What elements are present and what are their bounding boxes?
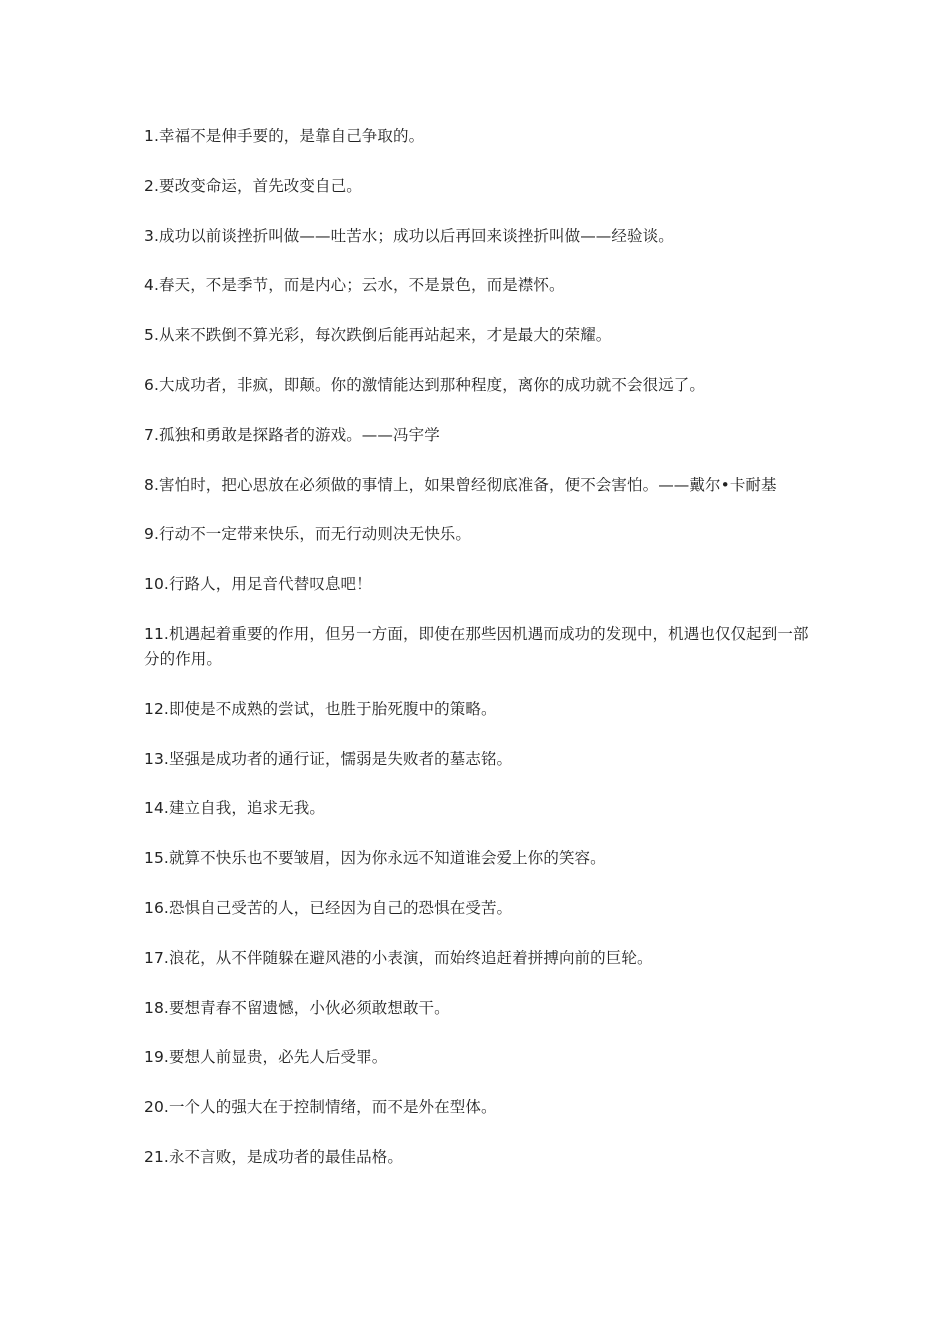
quote-item: 9.行动不一定带来快乐，而无行动则决无快乐。 (144, 525, 471, 544)
quote-item: 20.一个人的强大在于控制情绪，而不是外在型体。 (144, 1098, 497, 1117)
quote-item: 17.浪花，从不伴随躲在避风港的小表演，而始终追赶着拼搏向前的巨轮。 (144, 948, 653, 967)
quote-item: 21.永不言败，是成功者的最佳品格。 (144, 1147, 403, 1166)
quote-item: 11.机遇起着重要的作用，但另一方面，即使在那些因机遇而成功的发现中，机遇也仅仅起到一部分的作用。 (144, 624, 809, 668)
quote-item: 14.建立自我，追求无我。 (144, 799, 325, 818)
quote-item: 10.行路人，用足音代替叹息吧！ (144, 575, 372, 594)
quote-item: 8.害怕时，把心思放在必须做的事情上，如果曾经彻底准备，便不会害怕。——戴尔•卡耐基 (144, 475, 777, 494)
quote-item: 16.恐惧自己受苦的人，已经因为自己的恐惧在受苦。 (144, 898, 513, 917)
quote-list (144, 124, 812, 1195)
quote-item: 6.大成功者，非疯，即颠。你的激情能达到那种程度，离你的成功就不会很远了。 (144, 375, 705, 394)
quote-item: 5.从来不跌倒不算光彩，每次跌倒后能再站起来，才是最大的荣耀。 (144, 326, 612, 345)
quote-item: 3.成功以前谈挫折叫做——吐苦水；成功以后再回来谈挫折叫做——经验谈。 (144, 226, 674, 245)
quote-item: 19.要想人前显贵，必先人后受罪。 (144, 1048, 388, 1067)
quote-item: 1.幸福不是伸手要的，是靠自己争取的。 (144, 127, 425, 145)
quote-item: 18.要想青春不留遗憾，小伙必须敢想敢干。 (144, 998, 450, 1017)
quote-item: 4.春天，不是季节，而是内心；云水，不是景色，而是襟怀。 (144, 276, 565, 295)
quote-item: 12.即使是不成熟的尝试，也胜于胎死腹中的策略。 (144, 699, 497, 718)
quote-item: 15.就算不快乐也不要皱眉，因为你永远不知道谁会爱上你的笑容。 (144, 849, 606, 868)
quote-item: 13.坚强是成功者的通行证，懦弱是失败者的墓志铭。 (144, 749, 513, 768)
quote-item: 7.孤独和勇敢是探路者的游戏。——冯宇学 (144, 425, 440, 444)
quote-item: 2.要改变命运，首先改变自己。 (144, 176, 362, 195)
